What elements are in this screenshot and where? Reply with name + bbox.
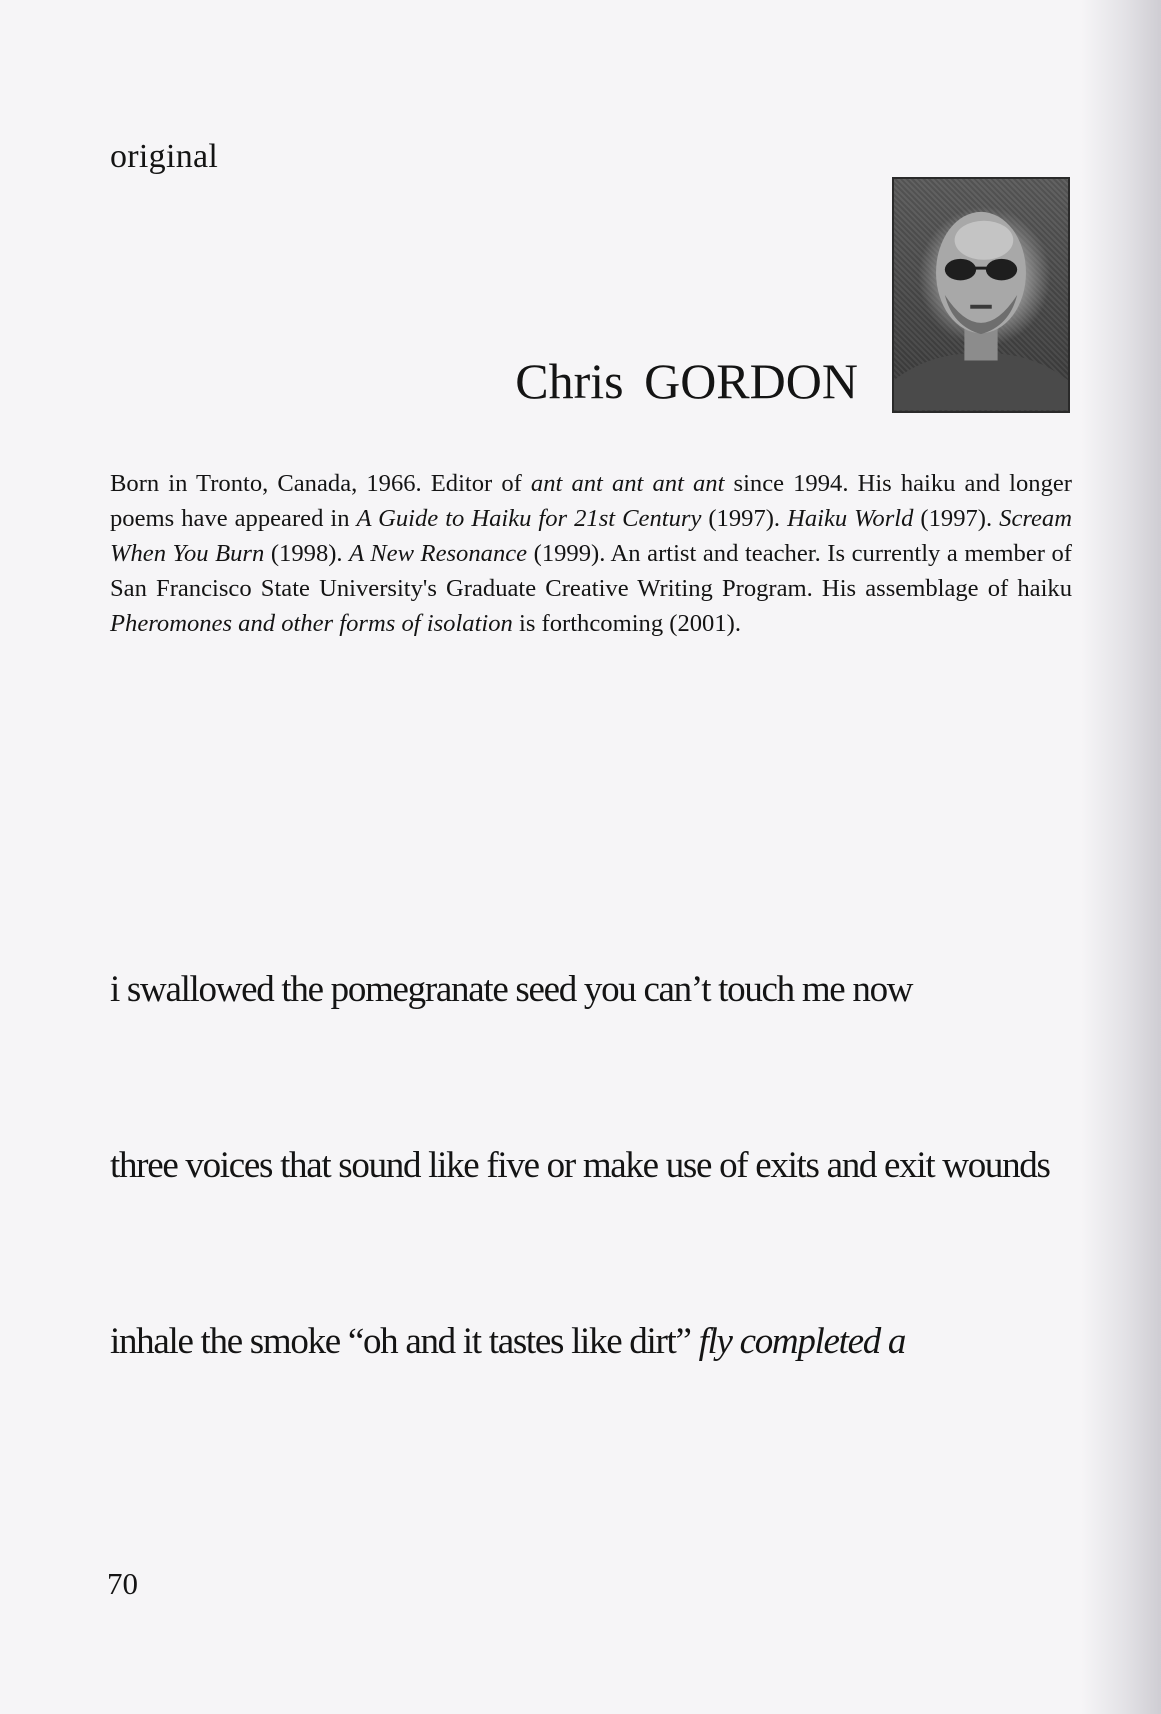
poem-line bbox=[110, 1320, 905, 1363]
bio-text: (1997). bbox=[701, 505, 788, 532]
bio-text: (1999). An artist and teacher. Is currently a member of San Francisco State University's Graduate Creative Writing Program. His assemblage of haiku bbox=[110, 540, 1072, 602]
bio-text: since 1994. His haiku and longer poems have appeared in bbox=[110, 470, 1072, 532]
section-label: original bbox=[110, 138, 219, 175]
author-bio bbox=[110, 466, 1072, 641]
poem-text: i swallowed the pomegranate seed you can’t touch me now bbox=[110, 969, 913, 1010]
poem-text: inhale the smoke “oh and it tastes like dirt” bbox=[110, 1321, 699, 1362]
poem-line bbox=[110, 1144, 1050, 1187]
author-name bbox=[0, 352, 858, 410]
bio-title: A New Resonance bbox=[349, 540, 528, 567]
bio-title: Pheromones and other forms of isolation bbox=[110, 610, 513, 637]
bio-text: Born in Tronto, Canada, 1966. Editor of bbox=[110, 470, 531, 497]
page-edge-shadow bbox=[1081, 0, 1161, 1714]
bio-text: (1997). bbox=[913, 505, 1000, 532]
author-photo bbox=[892, 177, 1070, 413]
poem-line bbox=[110, 968, 912, 1011]
bio-title: Haiku World bbox=[787, 505, 914, 532]
page-number: 70 bbox=[107, 1566, 138, 1601]
bio-title: Scream When You Burn bbox=[110, 505, 1072, 567]
poem-text: three voices that sound like five or make use of exits and exit wounds bbox=[110, 1145, 1050, 1186]
author-last-name: GORDON bbox=[644, 353, 858, 409]
bio-text: is forthcoming (2001). bbox=[512, 610, 741, 637]
bio-title: ant ant ant ant ant bbox=[530, 470, 725, 497]
bio-text: (1998). bbox=[264, 540, 350, 567]
author-first-name: Chris bbox=[515, 353, 624, 409]
portrait-photo-icon bbox=[894, 179, 1068, 411]
poem-italic: fly completed a bbox=[698, 1321, 906, 1362]
bio-title: A Guide to Haiku for 21st Century bbox=[356, 505, 702, 532]
